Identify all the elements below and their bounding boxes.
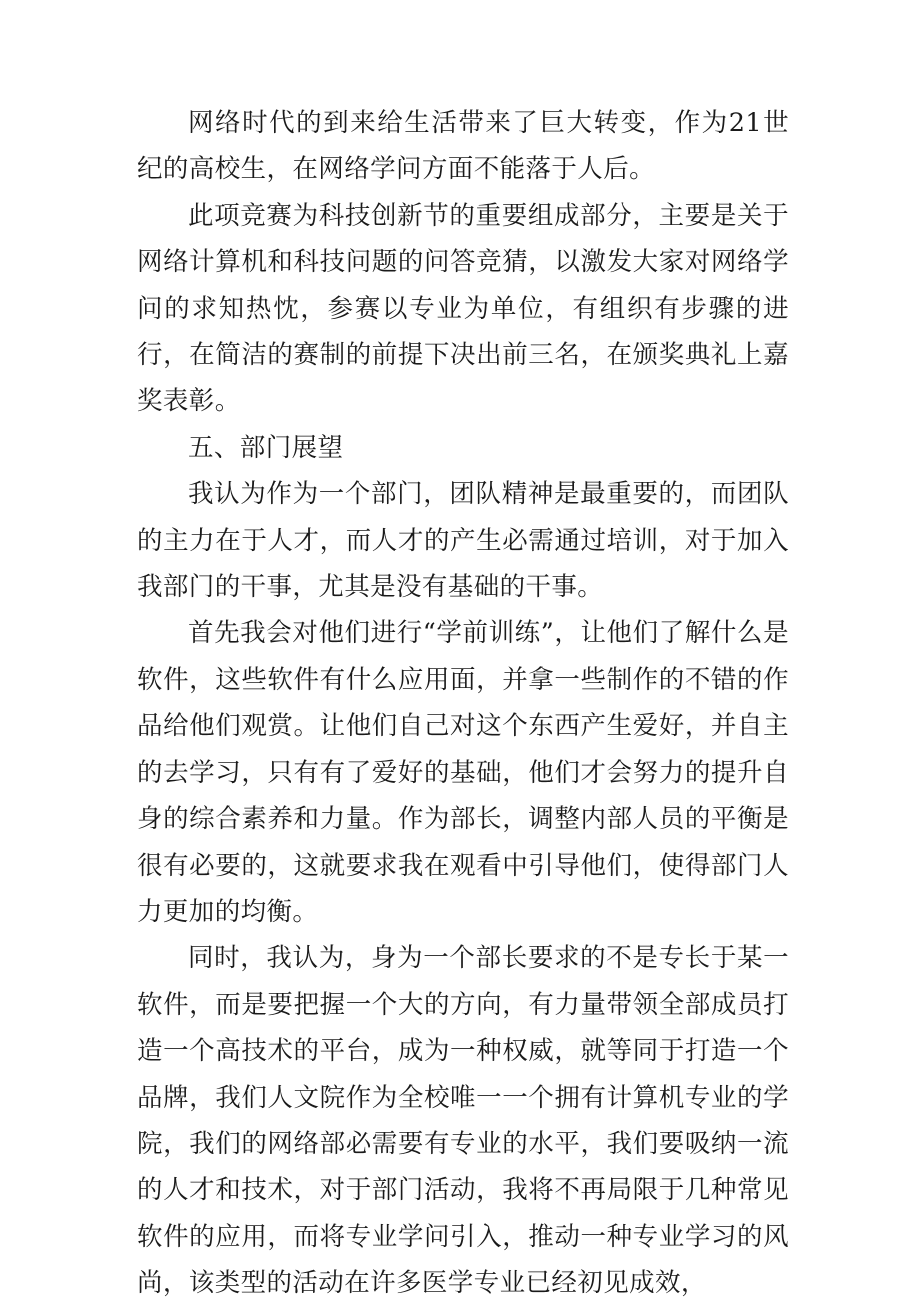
document-body (137, 100, 789, 1307)
section-heading-outlook: 五、部门展望 (188, 432, 344, 463)
paragraph-team-spirit: 我认为作为一个部门，团队精神是最重要的，而团队的主力在于人才，而人才的产生必需通过培训，对于加入我部门的干事，尤其是没有基础的干事。 (137, 479, 789, 603)
paragraph-direction: 同时，我认为，身为一个部长要求的不是专长于某一软件，而是要把握一个大的方向，有力量带领全部成员打造一个高技术的平台，成为一种权威，就等同于打造一个品牌，我们人文院作为全校唯一一个拥有计算机专业的学院，我们的网络部必需要有专业的水平，我们要吸纳一流的人才和技术，对于部门活动，我将不再局限于几种常见软件的应用，而将专业学问引入，推动一种专业学习的风尚，该类型的活动在许多医学专业已经初见成效， (137, 943, 789, 1299)
paragraph-competition: 此项竞赛为科技创新节的重要组成部分，主要是关于网络计算机和科技问题的问答竞猜，以激发大家对网络学问的求知热忱，参赛以专业为单位，有组织有步骤的进行，在简洁的赛制的前提下决出前三名，在颁奖典礼上嘉奖表彰。 (137, 200, 789, 417)
paragraph-training: 首先我会对他们进行“学前训练”，让他们了解什么是软件，这些软件有什么应用面，并拿一些制作的不错的作品给他们观赏。让他们自己对这个东西产生爱好，并自主的去学习，只有有了爱好的基础，他们才会努力的提升自身的综合素养和力量。作为部长，调整内部人员的平衡是很有必要的，这就要求我在观看中引导他们，使得部门人力更加的均衡。 (137, 618, 789, 927)
paragraph-intro: 网络时代的到来给生活带来了巨大转变，作为21世纪的高校生，在网络学问方面不能落于人后。 (137, 108, 789, 185)
